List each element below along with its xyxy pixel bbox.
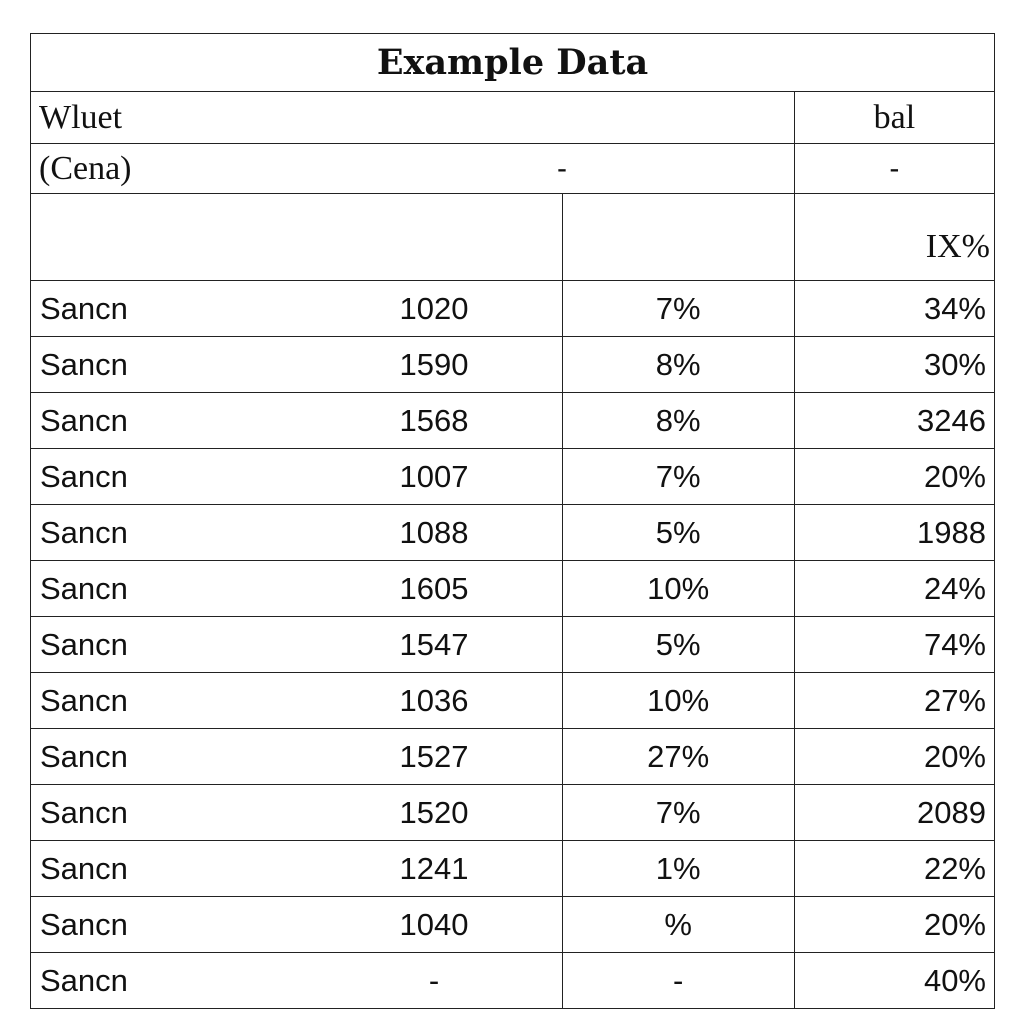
row-value: 1007: [399, 458, 469, 494]
row-name-value-cell: [31, 617, 563, 673]
row-name-value-cell: [31, 281, 563, 337]
row-percent: 7%: [562, 281, 794, 337]
row-name-value-cell: [31, 953, 563, 1009]
row-name: Sancn: [40, 402, 128, 438]
row-last: 27%: [794, 673, 994, 729]
row-last: 1988: [794, 505, 994, 561]
row-value: 1605: [399, 570, 469, 606]
row-percent: 1%: [562, 841, 794, 897]
row-last: 40%: [794, 953, 994, 1009]
row-name-value-cell: [31, 337, 563, 393]
table-row: [31, 337, 995, 393]
row-value: 1020: [399, 290, 469, 326]
row-name-value-cell: [31, 449, 563, 505]
row-value: 1590: [399, 346, 469, 382]
row-name-value-cell: [31, 673, 563, 729]
row-percent: 8%: [562, 337, 794, 393]
row-name: Sancn: [40, 850, 128, 886]
row-value: 1241: [399, 850, 469, 886]
row-last: 30%: [794, 337, 994, 393]
row-name: Sancn: [40, 962, 128, 998]
header-row: [31, 92, 995, 144]
subheader-left: (Cena): [39, 149, 132, 187]
row-percent: %: [562, 897, 794, 953]
table-row: [31, 729, 995, 785]
row-name: Sancn: [40, 346, 128, 382]
row-value: 1036: [399, 682, 469, 718]
row-last: 3246: [794, 393, 994, 449]
row-percent: 10%: [562, 561, 794, 617]
header-right: bal: [794, 92, 994, 144]
row-last: 34%: [794, 281, 994, 337]
subheader-row: [31, 144, 995, 194]
row-last: 22%: [794, 841, 994, 897]
title-row: [31, 34, 995, 92]
blank-cell-right: IX%: [794, 194, 994, 281]
blank-cell-2: [562, 194, 794, 281]
row-percent: 5%: [562, 505, 794, 561]
row-name: Sancn: [40, 794, 128, 830]
data-table: [30, 33, 995, 1009]
row-last: 20%: [794, 897, 994, 953]
row-name: Sancn: [40, 290, 128, 326]
blank-row: [31, 194, 995, 281]
subheader-middle: -: [557, 151, 567, 185]
row-name-value-cell: [31, 841, 563, 897]
table-title: Example Data: [31, 34, 995, 92]
row-value: 1520: [399, 794, 469, 830]
table-row: [31, 617, 995, 673]
row-last: 20%: [794, 449, 994, 505]
row-name: Sancn: [40, 738, 128, 774]
table-row: [31, 449, 995, 505]
row-name: Sancn: [40, 906, 128, 942]
row-value: 1568: [399, 402, 469, 438]
row-name-value-cell: [31, 785, 563, 841]
row-value: 1547: [399, 626, 469, 662]
table-row: [31, 561, 995, 617]
table-row: [31, 841, 995, 897]
row-percent: 7%: [562, 449, 794, 505]
row-percent: 10%: [562, 673, 794, 729]
row-name-value-cell: [31, 505, 563, 561]
table-row: [31, 897, 995, 953]
row-last: 20%: [794, 729, 994, 785]
row-last: 24%: [794, 561, 994, 617]
row-last: 74%: [794, 617, 994, 673]
table-row: [31, 953, 995, 1009]
row-percent: -: [562, 953, 794, 1009]
table-row: [31, 393, 995, 449]
subheader-left-cell: [31, 144, 795, 194]
table-row: [31, 281, 995, 337]
row-name: Sancn: [40, 570, 128, 606]
row-name: Sancn: [40, 458, 128, 494]
row-value: 1088: [399, 514, 469, 550]
row-percent: 8%: [562, 393, 794, 449]
row-percent: 5%: [562, 617, 794, 673]
row-name: Sancn: [40, 626, 128, 662]
subheader-right: -: [794, 144, 994, 194]
row-value: 1040: [399, 906, 469, 942]
header-left: Wluet: [31, 92, 795, 144]
row-name-value-cell: [31, 897, 563, 953]
table-row: [31, 785, 995, 841]
row-value: -: [428, 962, 440, 998]
table-row: [31, 673, 995, 729]
row-name: Sancn: [40, 514, 128, 550]
row-last: 2089: [794, 785, 994, 841]
table-row: [31, 505, 995, 561]
row-name: Sancn: [40, 682, 128, 718]
row-name-value-cell: [31, 561, 563, 617]
row-value: 1527: [399, 738, 469, 774]
row-name-value-cell: [31, 393, 563, 449]
row-percent: 27%: [562, 729, 794, 785]
row-name-value-cell: [31, 729, 563, 785]
blank-cell-1: [31, 194, 563, 281]
row-percent: 7%: [562, 785, 794, 841]
